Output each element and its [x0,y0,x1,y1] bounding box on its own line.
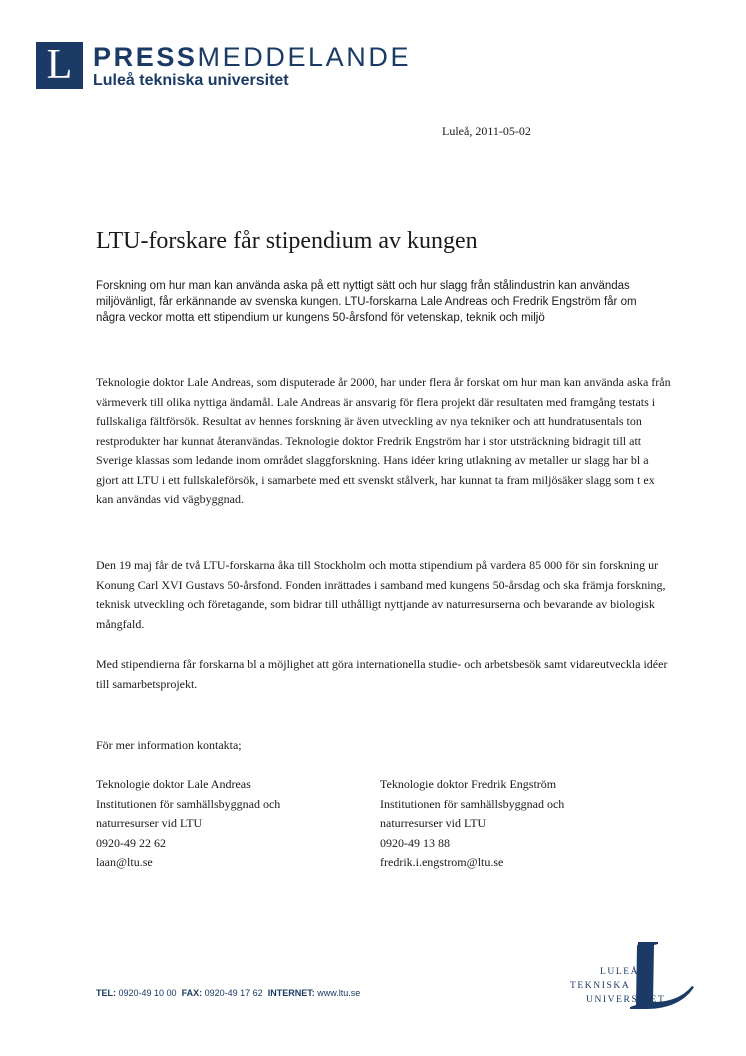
ingress-paragraph: Forskning om hur man kan använda aska på ett nyttigt sätt och hur slagg från stålindustrin kan användas miljövänligt, får erkännande av svenska kungen. LTU-forskarna Lale Andreas och Fredrik Engström får om några veckor motta ett stipendium ur kungens 50-årsfond för vetenskap, teknik och miljö [96,280,637,324]
logo-word-universitet: UNIVERSITET [586,995,666,1005]
contact-department: Institutionen för samhällsbyggnad och [380,796,565,811]
headline: LTU-forskare får stipendium av kungen [96,228,478,254]
press-release-title [93,42,411,72]
contact-email[interactable]: fredrik.i.engstrom@ltu.se [380,855,504,869]
release-date: Luleå, 2011-05-02 [442,124,531,138]
contact-department: Institutionen för samhällsbyggnad och [96,796,281,811]
body-paragraph-1: Teknologie doktor Lale Andreas, som disputerade år 2000, har under flera år forskat om hur man kan använda aska från värmeverk till olika nyttiga ändamål. Lale Andreas är ansvarig för flera projekt där resultaten med framgång testats i fullskaliga fältförsök. Resultat av hennes forskning är även utveckling av nya tekniker och att hundratusentals ton restprodukter har kunnat återanvändas. Teknologie doktor Fredrik Engström har i stor utsträckning bidragit till att Sverige klassas som ledande inom området slaggforskning. Hans idéer kring utlakning av metaller ur slagg har bl a gjort att LTU i ett fullskaleförsök, i samarbete med ett svenskt stålverk, har kunnat ta fram miljösäker slagg som t ex kan användas vid vägbyggnad. [96,375,671,506]
body-paragraph-3: Med stipendierna får forskarna bl a möjlighet att göra internationella studie- och arbetsbesök samt vidareutveckla idéer till samarbetsprojekt. [96,657,668,691]
title-meddelande: MEDDELANDE [197,42,412,72]
logo-word-lulea: LULEÅ [600,967,640,977]
contact-name: Teknologie doktor Lale Andreas [96,777,251,791]
footer-contact-info [96,988,360,998]
footer-fax-label: FAX: [181,988,203,998]
footer-internet[interactable]: www.ltu.se [317,988,361,998]
contact-name: Teknologie doktor Fredrik Engström [380,777,557,791]
footer-internet-label: INTERNET: [267,988,315,998]
contact-department-cont: naturresurser vid LTU [380,816,487,830]
ltu-university-logo [560,940,700,1012]
contact-department-cont: naturresurser vid LTU [96,816,203,830]
university-name: Luleå tekniska universitet [93,72,289,89]
logo-word-tekniska: TEKNISKA [570,981,631,991]
footer-tel-label: TEL: [96,988,116,998]
body-paragraph-2: Den 19 maj får de två LTU-forskarna åka till Stockholm och motta stipendium på vardera 85 000 för sin forskning ur Konung Carl XVI Gustavs 50-årsfond. Fonden inrättades i samband med kungens 50-årsdag och ska främja forskning, teknisk utveckling och företagande, som bidrar till uthålligt nyttjande av naturresurserna och bevarande av biologisk mångfald. [96,558,666,631]
contact-lale-andreas [96,775,376,873]
contact-phone: 0920-49 13 88 [380,835,450,850]
contact-email[interactable]: laan@ltu.se [96,855,153,869]
footer-tel: 0920-49 10 00 [118,988,177,998]
title-press: PRESS [93,42,198,72]
footer-fax: 0920-49 17 62 [204,988,263,998]
ltu-logo-mark: L [36,42,83,89]
contact-intro: För mer information kontakta; [96,738,242,752]
contact-fredrik-engstrom [380,775,660,873]
contact-phone: 0920-49 22 62 [96,835,166,850]
